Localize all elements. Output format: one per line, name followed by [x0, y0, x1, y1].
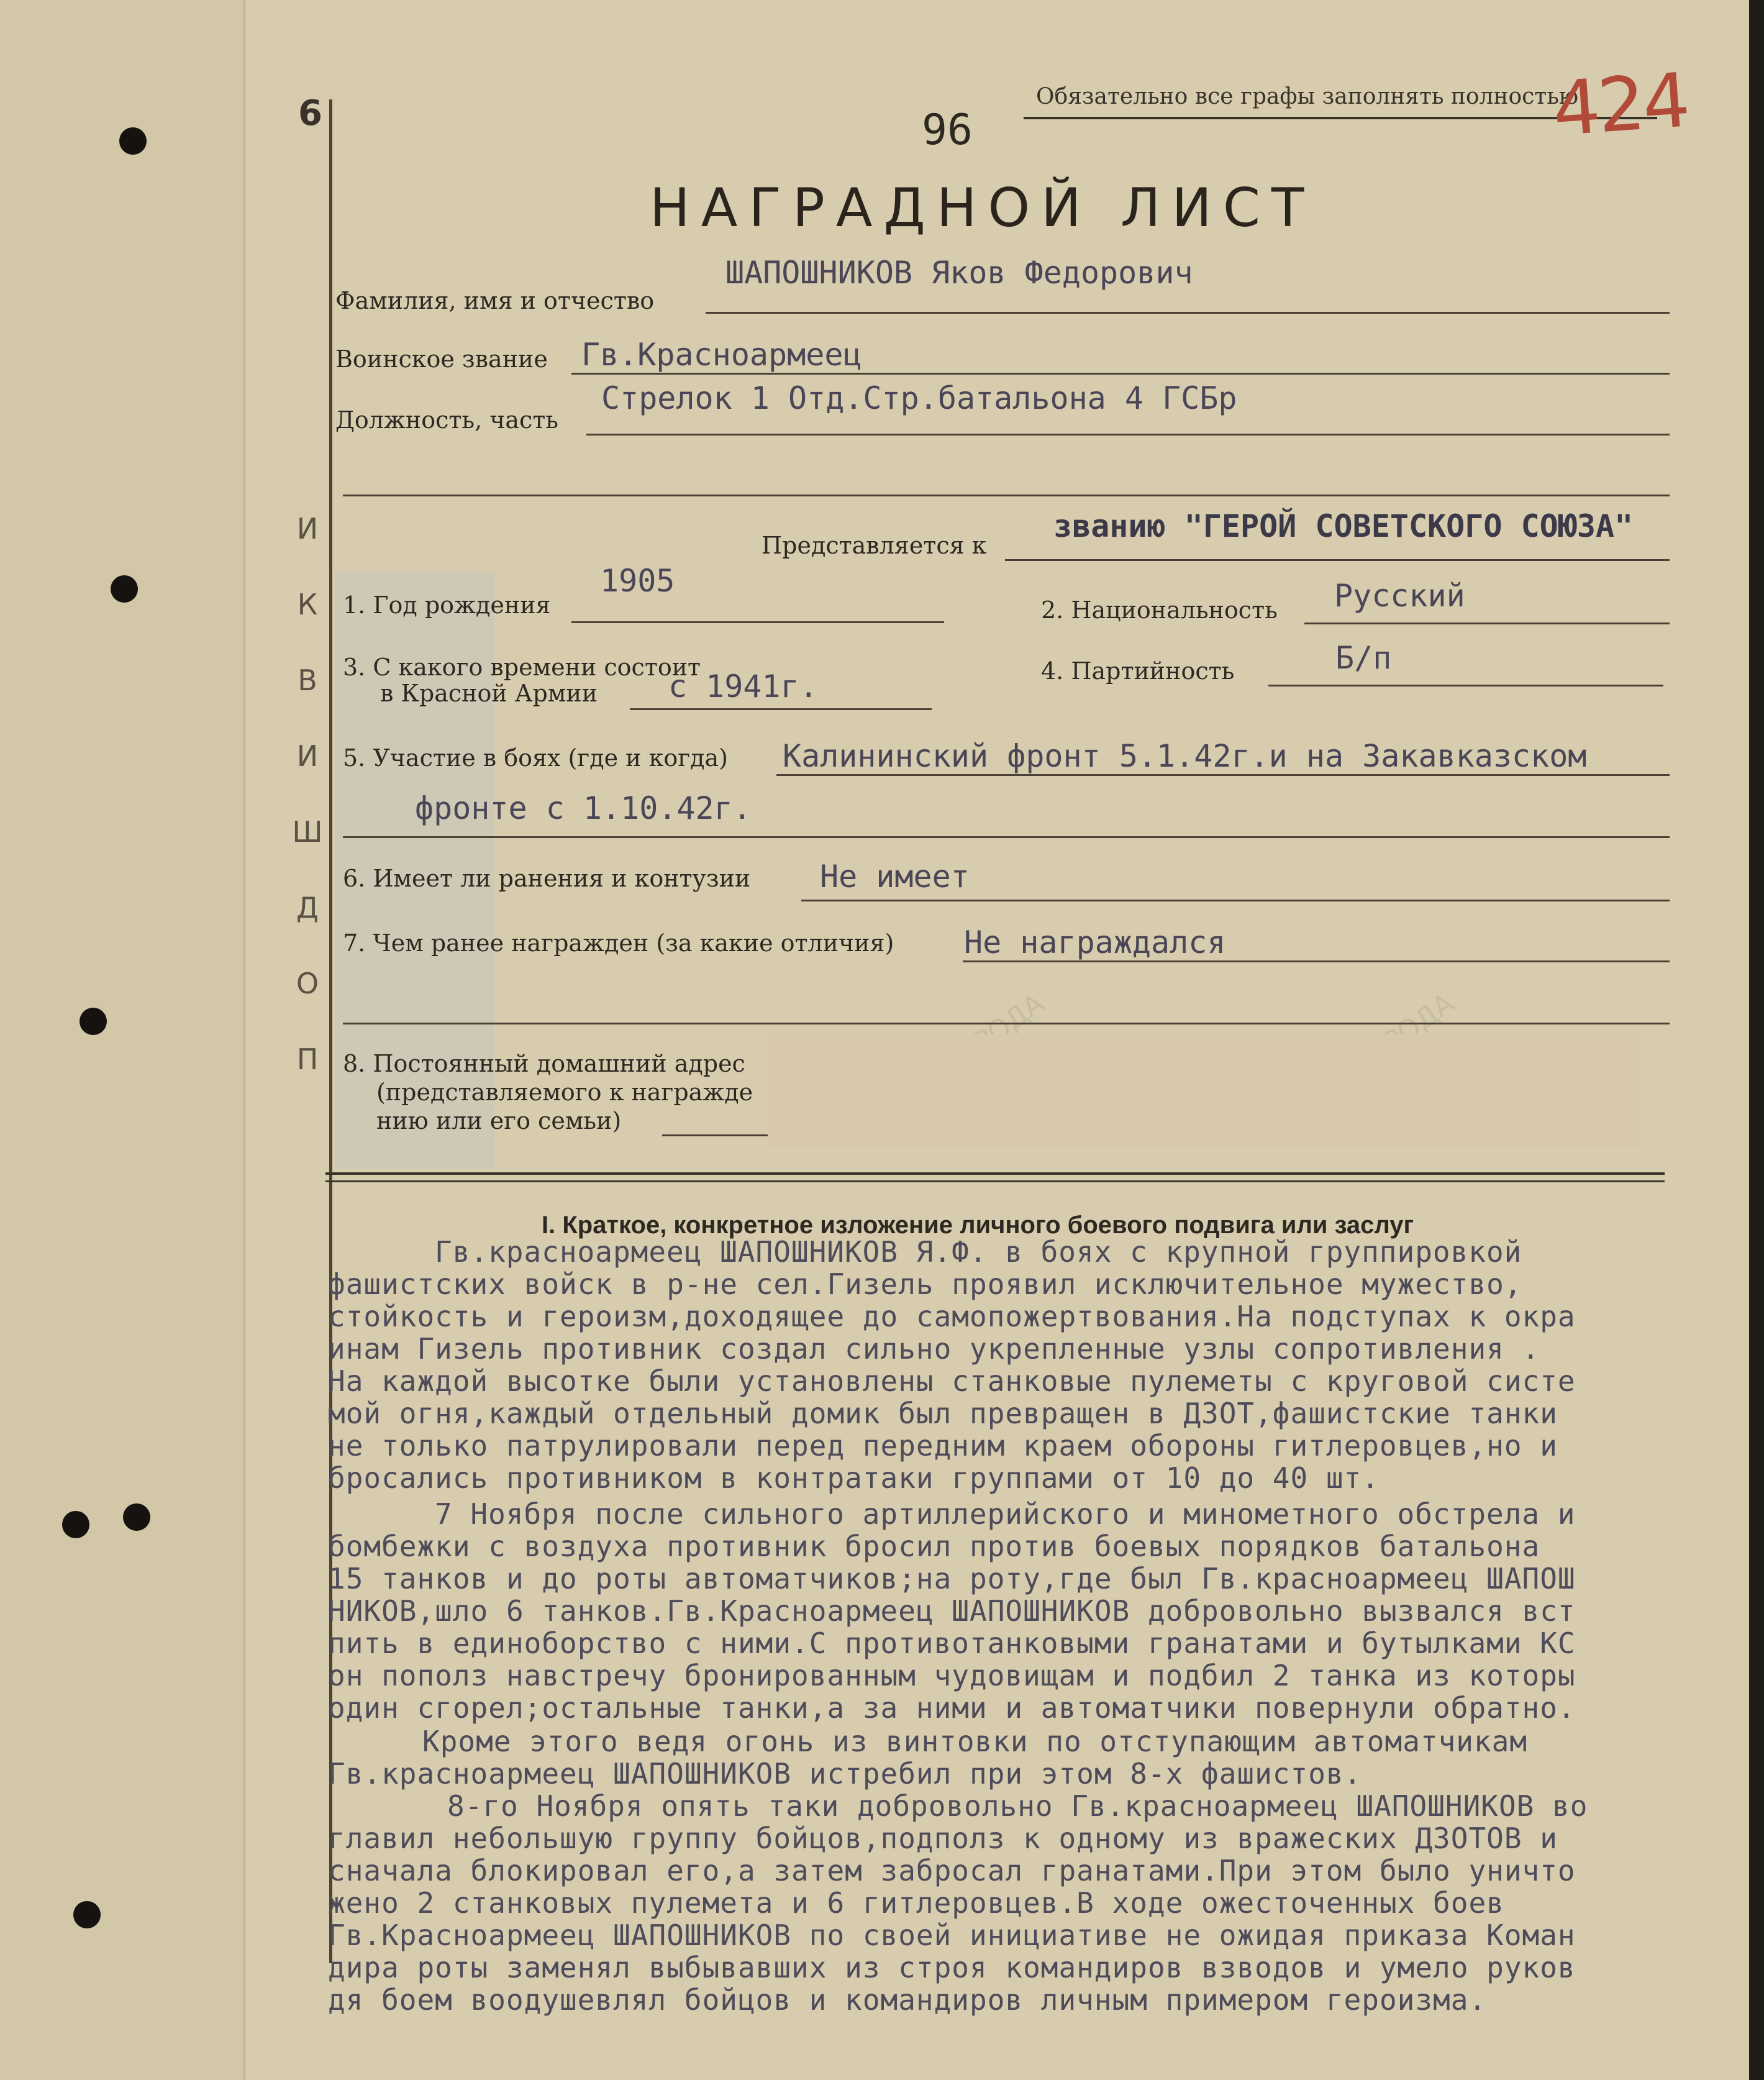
- punch-hole: [62, 1511, 89, 1538]
- narrative-line: Гв.красноармеец ШАПОШНИКОВ Я.Ф. в боях с крупной группировкой: [435, 1235, 1522, 1269]
- rank-value: Гв.Красноармеец: [581, 337, 862, 373]
- battles-label: 5. Участие в боях (где и когда): [343, 744, 729, 772]
- address-redaction: [768, 1034, 1640, 1147]
- narrative-line: дя боем воодушевлял бойцов и командиров личным примером героизма.: [328, 1983, 1487, 2017]
- battles-underline-2: [343, 836, 1670, 838]
- narrative-line: дира роты заменял выбывавших из строя командиров взводов и умело руков: [328, 1951, 1576, 1984]
- narrative-line: сначала блокировал его,а затем забросал гранатами.При этом было уничто: [328, 1854, 1576, 1887]
- party-value: Б/п: [1335, 640, 1392, 676]
- battles-underline-1: [776, 774, 1670, 776]
- presented-value: званию "ГЕРОЙ СОВЕТСКОГО СОЮЗА": [1053, 508, 1634, 544]
- narrative-line: фашистских войск в р-не сел.Гизель проявил исключительное мужество,: [328, 1267, 1522, 1301]
- nationality-label: 2. Национальность: [1041, 596, 1278, 624]
- narrative-line: бомбежки с воздуха противник бросил против боевых порядков батальона: [328, 1530, 1540, 1563]
- rank-label: Воинское звание: [335, 345, 548, 373]
- narrative-line: Гв.красноармеец ШАПОШНИКОВ истребил при этом 8-х фашистов.: [328, 1757, 1362, 1790]
- address-label-1: 8. Постоянный домашний адрес: [343, 1050, 745, 1077]
- archive-number: 424: [1550, 57, 1691, 153]
- corner-number: 6: [298, 93, 322, 134]
- nationality-value: Русский: [1334, 578, 1465, 614]
- section-rule: [325, 1180, 1665, 1182]
- awards-label: 7. Чем ранее награжден (за какие отличия): [343, 929, 894, 957]
- party-underline: [1268, 685, 1663, 686]
- battles-value-1: Калининский фронт 5.1.42г.и на Закавказском: [783, 738, 1587, 774]
- narrative-line: НИКОВ,шло 6 танков.Гв.Красноармеец ШАПОШНИКОВ добровольно вызвался вст: [328, 1594, 1576, 1628]
- presented-underline: [1005, 559, 1670, 561]
- narrative-line: 8-го Ноября опять таки добровольно Гв.красноармеец ШАПОШНИКОВ во: [447, 1789, 1588, 1823]
- narrative-line: 15 танков и до роты автоматчиков;на роту,где был Гв.красноармеец ШАПОШ: [328, 1562, 1576, 1595]
- party-label: 4. Партийность: [1041, 657, 1235, 685]
- section-rule: [325, 1172, 1665, 1175]
- narrative-line: не только патрулировали перед передним краем обороны гитлеровцев,но и: [328, 1429, 1558, 1462]
- wounds-label: 6. Имеет ли ранения и контузии: [343, 865, 751, 892]
- document-title: НАГРАДНОЙ ЛИСТ: [650, 177, 1316, 239]
- army-since-label-1: 3. С какого времени состоит: [343, 654, 701, 681]
- section-heading: I. Краткое, конкретное изложение личного боевого подвига или заслуг: [542, 1211, 1414, 1239]
- fill-note: Обязательно все графы заполнять полностью: [1036, 84, 1579, 109]
- page-number: 96: [922, 106, 973, 155]
- punch-hole: [111, 575, 138, 603]
- punch-hole: [73, 1901, 101, 1928]
- address-underline: [662, 1134, 768, 1136]
- wounds-value: Не имеет: [820, 859, 970, 895]
- address-label-2: (представляемого к награжде: [376, 1079, 753, 1106]
- narrative-line: инам Гизель противник создал сильно укрепленные узлы сопротивления .: [328, 1332, 1540, 1366]
- rank-underline: [571, 373, 1670, 375]
- position-underline: [586, 434, 1670, 436]
- wounds-underline: [801, 900, 1670, 901]
- birth-year-value: 1905: [600, 563, 675, 599]
- narrative-line: один сгорел;остальные танки,а за ними и автоматчики повернули обратно.: [328, 1691, 1576, 1725]
- awards-underline: [963, 960, 1670, 962]
- position-value: Стрелок 1 Отд.Стр.батальона 4 ГСБр: [601, 380, 1237, 416]
- birth-year-underline: [571, 621, 944, 623]
- punch-hole: [80, 1008, 107, 1035]
- army-since-value: с 1941г.: [668, 668, 818, 705]
- fio-value: ШАПОШНИКОВ Яков Федорович: [725, 255, 1193, 291]
- vertical-margin-word: И К В И Ш Д О П: [292, 512, 323, 1076]
- presented-label: Представляется к: [762, 532, 987, 559]
- address-label-3: нию или его семьи): [376, 1107, 622, 1134]
- narrative-line: На каждой высотке были установлены станковые пулеметы с круговой систе: [328, 1364, 1576, 1398]
- narrative-line: Кроме этого ведя огонь из винтовки по отступающим автоматчикам: [422, 1725, 1528, 1758]
- narrative-line: жено 2 станковых пулемета и 6 гитлеровцев.В ходе ожесточенных боев: [328, 1886, 1504, 1920]
- narrative-line: стойкость и героизм,доходящее до самопожертвования.На подступах к окра: [328, 1300, 1576, 1333]
- nationality-underline: [1304, 623, 1670, 624]
- narrative-line: главил небольшую группу бойцов,подполз к одному из вражеских ДЗОТОВ и: [328, 1822, 1558, 1855]
- position-label: Должность, часть: [335, 406, 558, 434]
- narrative-line: бросались противником в контратаки группами от 10 до 40 шт.: [328, 1461, 1380, 1495]
- narrative-line: пить в единоборство с ними.С противотанковыми гранатами и бутылками КС: [328, 1626, 1576, 1660]
- punch-hole: [119, 127, 147, 155]
- narrative-line: Гв.Красноармеец ШАПОШНИКОВ по своей инициативе не ожидая приказа Коман: [328, 1918, 1576, 1952]
- binding-strip: [0, 0, 245, 2080]
- battles-value-2: фронте с 1.10.42г.: [415, 790, 752, 826]
- army-since-label-2: в Красной Армии: [380, 680, 598, 707]
- fio-underline: [706, 312, 1670, 314]
- awards-underline-2: [343, 1023, 1670, 1024]
- awards-value: Не награждался: [964, 924, 1226, 960]
- army-since-underline: [630, 708, 932, 710]
- narrative-line: 7 Ноября после сильного артиллерийского и минометного обстрела и: [435, 1497, 1576, 1531]
- narrative-line: он пополз навстречу бронированным чудовищам и подбил 2 танка из которы: [328, 1659, 1576, 1692]
- birth-year-label: 1. Год рождения: [343, 591, 551, 619]
- punch-hole: [123, 1503, 150, 1531]
- position-underline-2: [343, 495, 1670, 496]
- narrative-line: мой огня,каждый отдельный домик был превращен в ДЗОТ,фашистские танки: [328, 1397, 1558, 1430]
- fio-label: Фамилия, имя и отчество: [335, 287, 655, 314]
